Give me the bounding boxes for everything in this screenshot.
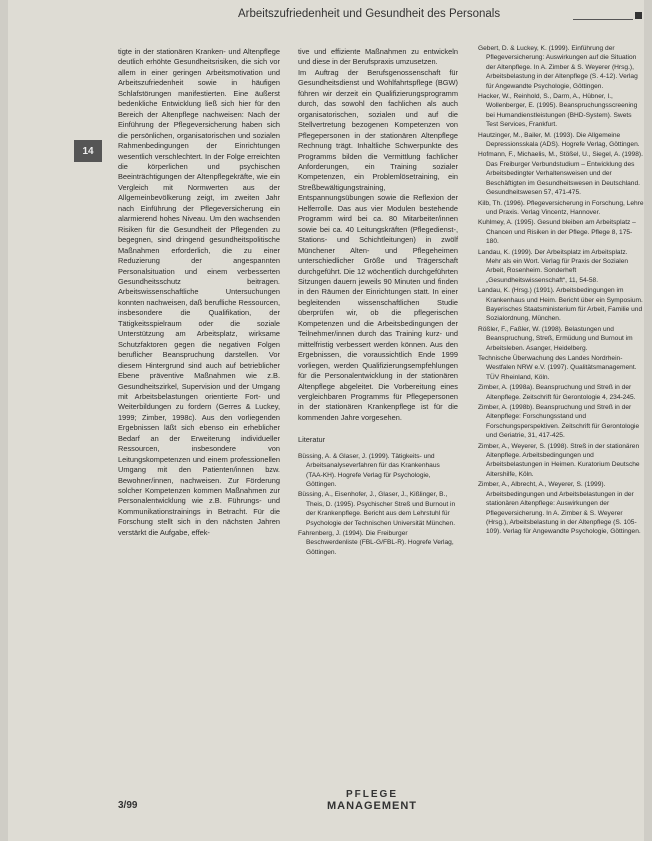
reference-item: Technische Überwachung des Landes Nordrhein-Westfalen NRW e.V. (1997). Qualitätsmanagement. TÜV Rheinland, Köln. <box>478 355 637 381</box>
reference-item: Landau, K. (1999). Der Arbeitsplatz im Arbeitsplatz. Mehr als ein Wort. Verlag für Praxis der Sozialen Arbeit, Rosenheim. Sonderheft „Gesundheitswissenschaft“, 11, 54-58. <box>478 248 629 284</box>
reference-item: Kilb, Th. (1996). Pflegeversicherung in Forschung, Lehre und Praxis. Verlag Vincentz, Hannover. <box>478 199 644 216</box>
page <box>8 0 644 841</box>
reference-column <box>478 44 644 538</box>
reference-item: Zimber, A., Albrecht, A., Weyerer, S. (1999). Arbeitsbedingungen und Arbeitsbelastungen in der stationären Altenpflege: Auswirkungen der Pflegeversicherung. In A. Zimber & S. Weyerer (Hrsg.), Arbeitsbelastung in der Altenpflege (S. 105-109). Verlag für Angewandte Psychologie, Göttingen. <box>478 481 641 536</box>
magazine-logo <box>320 790 424 812</box>
reference-list <box>298 452 458 557</box>
text-column-2 <box>298 47 458 558</box>
header-marker <box>635 12 642 19</box>
text-column-1 <box>118 47 280 538</box>
logo-line-2: MANAGEMENT <box>326 800 418 812</box>
reference-item: Büssing, A. & Glaser, J. (1999). Tätigkeits- und Arbeitsanalyseverfahren für das Krankenhaus (TAA-KH). Hogrefe Verlag für Psychologie, Göttingen. <box>298 452 440 488</box>
reference-item: Fahrenberg, J. (1994). Die Freiburger Beschwerdenliste (FBL-G/FBL-R). Hogrefe Verlag, Göttingen. <box>298 530 454 556</box>
reference-item: Zimber, A. (1998b). Beanspruchung und Streß in der Altenpflege: Forschungsstand und Forschungsperspektiven. Zeitschrift für Gerontologie und Geriatrie, 31, 417-425. <box>478 404 640 440</box>
reference-item: Rößler, F., Faßler, W. (1998). Belastungen und Beanspruchung, Streß, Ermüdung und Burnout im Arbeitsleben. Asanger, Heidelberg. <box>478 325 633 352</box>
logo-line-1: PFLEGE <box>345 789 398 800</box>
header-rule <box>573 19 633 20</box>
reference-item: Büssing, A., Eisenhofer, J., Glaser, J., Kißlinger, B., Theis, D. (1995). Psychischer Streß und Burnout in der Krankenpflege. Bericht aus dem Lehrstuhl für Psychologie der Technischen Universität München. <box>298 491 456 527</box>
reference-item: Landau, K. (Hrsg.) (1991). Arbeitsbedingungen im Krankenhaus und Heim. Bericht über ein Symposium. Bayerisches Staatsministerium für Arbeit, Familie und Sozialordnung, München. <box>478 287 643 323</box>
reference-item: Kuhlmey, A. (1995). Gesund bleiben am Arbeitsplatz – Chancen und Risiken in der Pflege. Pflege 8, 175-180. <box>478 219 636 246</box>
paragraph: tigte in der stationären Kranken- und Altenpflege deutlich erhöhte Gesundheitsrisiken, die sich vor allem in einer geringen Arbeitsmotivation und Arbeitszufriedenheit sowie in häufigen Schlafstörungen manifestierten. Eine äußerst bedenkliche Entwicklung ließ sich hier für den Bereich der Altenpflege nachweisen: Nach der Einführung der Pflegeversicherung haben sich die persönlichen, organisatorischen und sozialen Rahmenbedingungen der Einrichtungen wesentlich verschlechtert. In der Folge erreichten die körperlichen und psychischen Beeinträchtigungen der Altenpflegekräfte, wie ein Vergleich mit Normwerten aus der Allgemeinbevölkerung zeigt, im zweiten Jahr nach Einführung der Pflegeversicherung ein alarmierend hohes Niveau. Um den wachsenden Risiken für die Gesundheit der Pflegenden zu begegnen, sind dringend gesundheitspolitische Maßnahmen erforderlich, die zu einer Reduzierung der angespannten Personalsituation und einem verbesserten Gesundheitsschutz beitragen. Arbeitswissenschaftliche Untersuchungen konnten nachweisen, daß berufliche Ressourcen, insbesondere die Qualifikation, der Tätigkeitsspielraum oder die soziale Unterstützung am Arbeitsplatz, wirksame Schutzfaktoren gegen die negativen Folgen beruflicher Beanspruchung darstellen. Vor diesem Hintergrund sind auch auf betrieblicher Ebene präventive Maßnahmen wie z.B. Gesundheitszirkel, Supervision und der Umgang mit Arbeitsbelastungen orientierte Fort- und Weiterbildungen zu fordern (Gerres & Luckey, 1999; Zimber, 1998c). Aus den vorliegenden Ergebnissen läßt sich ebenso ein erheblicher Bedarf an der Erweiterung individueller Ressourcen, insbesondere von Leitungskompetenzen und einem professionellen Umgang mit den Patienten/innen bzw. Bewohner/innen, nachweisen. Zur Förderung solcher Kompetenzen kommen Maßnahmen zur Personalentwicklung wie z.B. Führungs- und Kommunikationstrainings in Betracht. Für die Forschung stellt sich in den nächsten Jahren verstärkt die Aufgabe, effek- <box>118 47 280 537</box>
reference-item: Hofmann, F., Michaelis, M., Stößel, U., Siegel, A. (1998). Das Freiburger Verbundstudium – Entwicklung des Arbeitsbedingter Verhaltensweisen und der Beschäftigten im Gesundheitswesen in Deutschland. Gesundheitswesen 57, 471-475. <box>478 151 643 197</box>
paragraph: tive und effiziente Maßnahmen zu entwickeln und diese in der Berufspraxis umzusetzen. <box>298 47 458 67</box>
issue-number: 3/99 <box>118 800 138 811</box>
literature-heading: Literatur <box>298 435 326 445</box>
reference-item: Hacker, W., Reinhold, S., Darm, A., Hübner, I., Wollenberger, E. (1995). Beanspruchungsscreening bei Humandienstleistungen (BHD-System). Swets Test Services, Frankfurt. <box>478 93 638 129</box>
reference-item: Zimber, A. (1998a). Beanspruchung und Streß in der Altenpflege. Zeitschrift für Gerontologie 4, 234-245. <box>478 384 636 401</box>
reference-item: Gebert, D. & Luckey, K. (1999). Einführung der Pflegeversicherung: Auswirkungen auf die Situation der Altenpflege. In A. Zimber & S. Weyerer (Hrsg.), Arbeitsbelastung in der Altenpflege (S. 4-12). Verlag für Angewandte Psychologie, Göttingen. <box>478 45 638 90</box>
reference-item: Zimber, A., Weyerer, S. (1998). Streß in der stationären Altenpflege. Arbeitsbedingungen und Arbeitsbelastungen in Heimen. Kuratorium Deutsche Altershilfe, Köln. <box>478 442 640 478</box>
paragraph: Im Auftrag der Berufsgenossenschaft für Gesundheitsdienst und Wohlfahrtspflege (BGW) führen wir derzeit ein Qualifizierungsprogramm durch, das sowohl den fachlichen als auch organisatorischen, sozialen und auf die Stellvertretung bezogenen Kompetenzen von Pflegepersonen in der stationären Altenpflege Rechnung trägt. Inhaltliche Schwerpunkte des Programms bilden die Vermittlung fachlicher Anforderungen, ein Training sozialer Kompetenzen, ein Problemlösetraining, ein Streßbewältigungstraining, Entspannungsübungen sowie die Reflexion der Helferrolle. Das aus vier Modulen bestehende Programm wird bei ca. 80 Mitarbeiter/innen sowie bei ca. 40 Leitungskräften (Pflegedienst-, Stations- und Schichtleitungen) in zwölf Münchener Alten- und Pflegeheimen unterschiedlicher Größe und Trägerschaft durchgeführt. Die 12 wöchentlich durchgeführten Sitzungen dauern jeweils 90 Minuten und finden in den Räumen der Einrichtungen statt. In einer begleitenden wissenschaftlichen Studie überprüfen wir, ob die pflegerischen Kompetenzen und die Arbeitsbedingungen der Teilnehmer/innen durch das Training kurz- und mittelfristig verbessert werden können. Aus den Ergebnissen, die voraussichtlich Ende 1999 vorliegen, werden Qualifizierungsempfehlungen für die Personalentwicklung in der stationären Altenpflege abgeleitet. Die Vorbereitung eines vergleichbaren Programms für Pflegepersonen in der stationären Krankenpflege ist für die kommenden Jahre vorgesehen. <box>298 67 458 422</box>
page-tab: 14 <box>74 140 102 162</box>
reference-item: Hautzinger, M., Bailer, M. (1993). Die Allgemeine Depressionsskala (ADS). Hogrefe Verlag, Göttingen. <box>478 131 640 149</box>
running-header: Arbeitszufriedenheit und Gesundheit des Personals <box>238 8 501 20</box>
